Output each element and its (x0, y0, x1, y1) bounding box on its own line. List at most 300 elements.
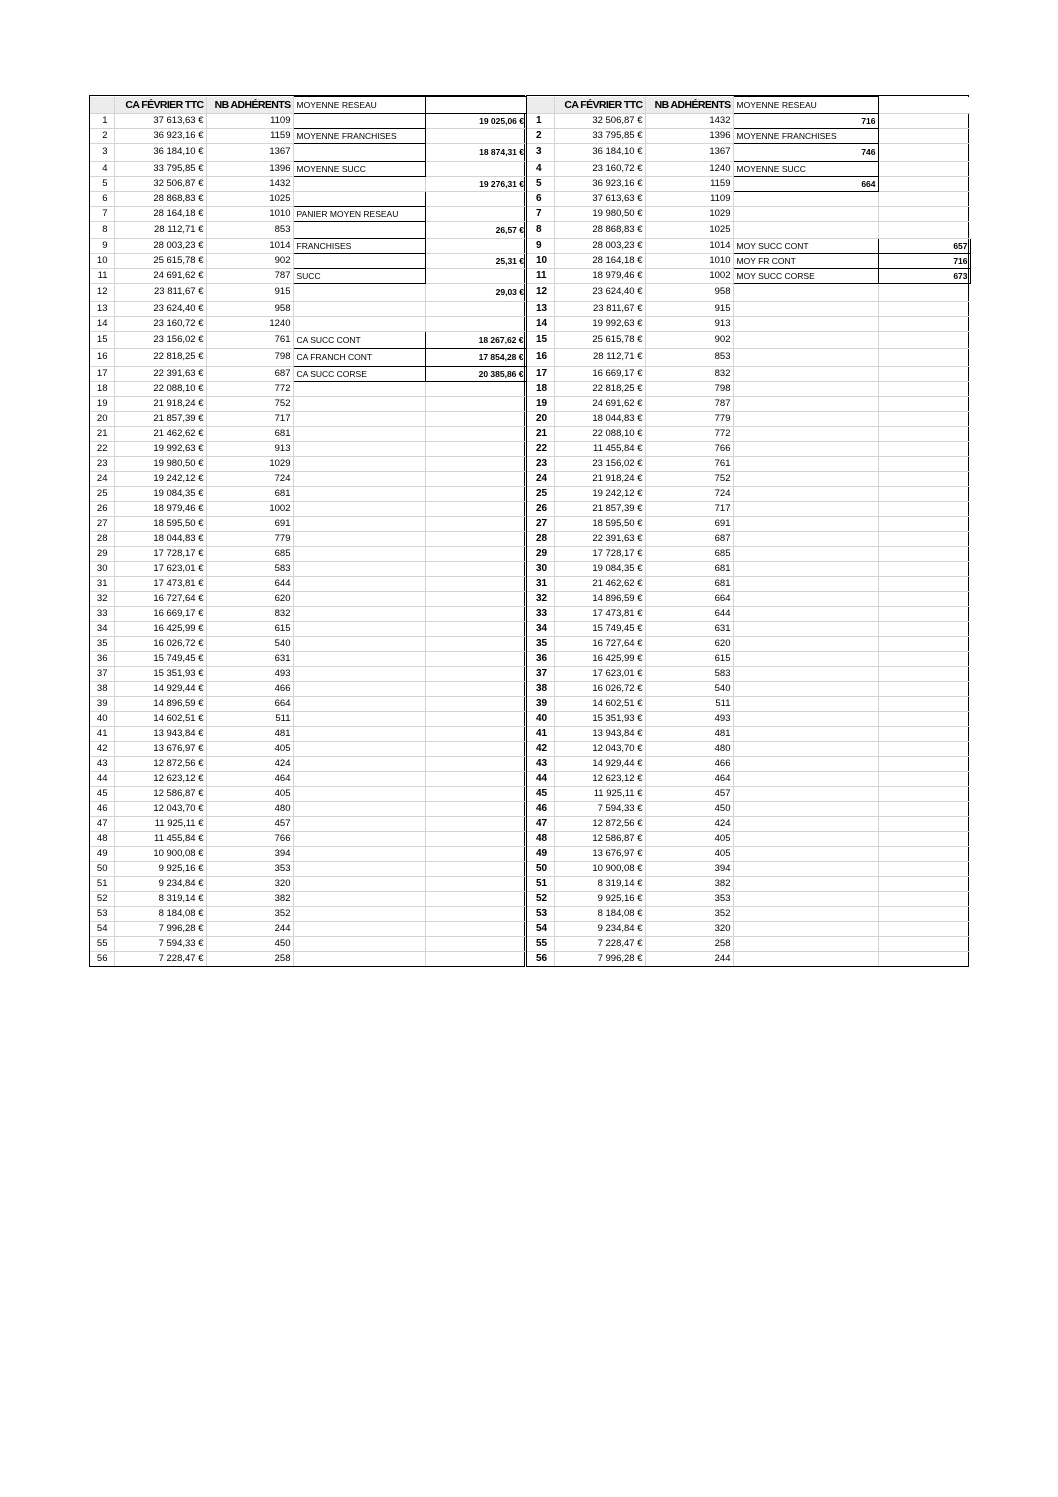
value-cell[interactable] (878, 396, 970, 411)
ca-fevrier-cell[interactable]: 23 811,67 € (554, 301, 645, 316)
row-number[interactable]: 21 (90, 426, 114, 441)
row-number[interactable]: 40 (527, 711, 554, 726)
value-cell[interactable] (425, 921, 526, 936)
ca-fevrier-cell[interactable]: 36 184,10 € (114, 144, 206, 162)
ca-fevrier-cell[interactable]: 33 795,85 € (554, 129, 645, 144)
value-cell[interactable] (878, 741, 970, 756)
label-cell[interactable] (293, 711, 425, 726)
ca-fevrier-cell[interactable]: 12 043,70 € (554, 741, 645, 756)
ca-fevrier-cell[interactable]: 23 160,72 € (554, 161, 645, 176)
value-cell[interactable] (425, 801, 526, 816)
nb-adherents-cell[interactable]: 1432 (645, 114, 733, 129)
value-cell[interactable] (425, 426, 526, 441)
row-number[interactable]: 3 (527, 144, 554, 162)
value-cell[interactable] (425, 756, 526, 771)
ca-fevrier-cell[interactable]: 22 088,10 € (554, 426, 645, 441)
row-number[interactable]: 18 (527, 381, 554, 396)
label-cell[interactable] (733, 936, 878, 951)
label-cell[interactable] (733, 576, 878, 591)
ca-fevrier-cell[interactable]: 8 319,14 € (554, 876, 645, 891)
label-cell[interactable] (733, 591, 878, 606)
value-cell[interactable]: 673 (878, 269, 970, 284)
value-cell[interactable] (878, 301, 970, 316)
ca-fevrier-cell[interactable]: 28 112,71 € (114, 221, 206, 239)
label-cell[interactable] (733, 876, 878, 891)
ca-fevrier-cell[interactable]: 18 979,46 € (554, 269, 645, 284)
ca-fevrier-cell[interactable]: 16 026,72 € (554, 681, 645, 696)
label-cell[interactable] (733, 801, 878, 816)
ca-fevrier-cell[interactable]: 23 624,40 € (114, 301, 206, 316)
row-number[interactable]: 51 (527, 876, 554, 891)
label-cell[interactable] (293, 284, 425, 302)
nb-adherents-cell[interactable]: 685 (206, 546, 293, 561)
nb-adherents-cell[interactable]: 464 (206, 771, 293, 786)
label-cell[interactable] (733, 846, 878, 861)
value-cell[interactable] (878, 456, 970, 471)
ca-fevrier-cell[interactable]: 14 929,44 € (114, 681, 206, 696)
ca-fevrier-cell[interactable]: 12 586,87 € (554, 831, 645, 846)
ca-fevrier-cell[interactable]: 19 084,35 € (554, 561, 645, 576)
label-cell[interactable]: SUCC (293, 269, 425, 284)
label-cell[interactable]: CA SUCC CONT (293, 331, 425, 349)
label-cell[interactable] (293, 381, 425, 396)
nb-adherents-cell[interactable]: 457 (645, 786, 733, 801)
value-cell[interactable] (878, 606, 970, 621)
label-cell[interactable] (733, 681, 878, 696)
ca-fevrier-cell[interactable]: 21 918,24 € (114, 396, 206, 411)
row-number[interactable]: 17 (527, 366, 554, 381)
label-cell[interactable] (733, 221, 878, 239)
value-cell[interactable] (425, 696, 526, 711)
nb-adherents-cell[interactable]: 620 (645, 636, 733, 651)
value-cell[interactable] (425, 636, 526, 651)
nb-adherents-cell[interactable]: 664 (645, 591, 733, 606)
row-number[interactable]: 48 (90, 831, 114, 846)
value-cell[interactable] (425, 906, 526, 921)
ca-fevrier-cell[interactable]: 28 112,71 € (554, 349, 645, 367)
ca-fevrier-cell[interactable]: 11 455,84 € (554, 441, 645, 456)
label-cell[interactable] (733, 711, 878, 726)
row-number[interactable]: 31 (90, 576, 114, 591)
nb-adherents-cell[interactable]: 424 (206, 756, 293, 771)
ca-fevrier-cell[interactable]: 17 728,17 € (114, 546, 206, 561)
nb-adherents-cell[interactable]: 687 (645, 531, 733, 546)
row-number[interactable]: 11 (527, 269, 554, 284)
label-cell[interactable] (733, 381, 878, 396)
nb-adherents-cell[interactable]: 466 (645, 756, 733, 771)
nb-adherents-cell[interactable]: 832 (645, 366, 733, 381)
row-number[interactable]: 54 (527, 921, 554, 936)
value-cell[interactable] (878, 666, 970, 681)
label-cell[interactable] (293, 621, 425, 636)
nb-adherents-cell[interactable]: 615 (645, 651, 733, 666)
row-number[interactable]: 36 (527, 651, 554, 666)
row-number[interactable]: 16 (527, 349, 554, 367)
row-number[interactable]: 25 (527, 486, 554, 501)
value-cell[interactable] (878, 206, 970, 221)
nb-adherents-cell[interactable]: 681 (645, 561, 733, 576)
ca-fevrier-cell[interactable]: 22 818,25 € (114, 349, 206, 367)
nb-adherents-cell[interactable]: 681 (206, 486, 293, 501)
value-cell[interactable] (425, 531, 526, 546)
column-header[interactable]: NB ADHÉRENTS (645, 97, 733, 114)
ca-fevrier-cell[interactable]: 12 043,70 € (114, 801, 206, 816)
row-number[interactable]: 9 (527, 239, 554, 254)
ca-fevrier-cell[interactable]: 21 857,39 € (114, 411, 206, 426)
ca-fevrier-cell[interactable]: 23 156,02 € (554, 456, 645, 471)
value-cell[interactable] (425, 191, 526, 206)
label-cell[interactable] (293, 411, 425, 426)
value-cell[interactable] (425, 816, 526, 831)
label-cell[interactable] (293, 921, 425, 936)
label-cell[interactable] (293, 546, 425, 561)
label-cell[interactable] (293, 516, 425, 531)
row-number[interactable]: 40 (90, 711, 114, 726)
label-cell[interactable] (733, 636, 878, 651)
ca-fevrier-cell[interactable]: 28 003,23 € (554, 239, 645, 254)
label-cell[interactable] (293, 816, 425, 831)
ca-fevrier-cell[interactable]: 21 857,39 € (554, 501, 645, 516)
ca-fevrier-cell[interactable]: 22 088,10 € (114, 381, 206, 396)
label-cell[interactable] (733, 906, 878, 921)
row-number[interactable]: 39 (90, 696, 114, 711)
label-cell[interactable] (293, 891, 425, 906)
nb-adherents-cell[interactable]: 631 (206, 651, 293, 666)
label-cell[interactable] (733, 696, 878, 711)
label-cell[interactable] (293, 486, 425, 501)
nb-adherents-cell[interactable]: 1014 (645, 239, 733, 254)
row-number[interactable]: 52 (527, 891, 554, 906)
ca-fevrier-cell[interactable]: 17 473,81 € (554, 606, 645, 621)
nb-adherents-cell[interactable]: 915 (206, 284, 293, 302)
value-cell[interactable] (878, 906, 970, 921)
ca-fevrier-cell[interactable]: 11 925,11 € (554, 786, 645, 801)
label-cell[interactable] (733, 471, 878, 486)
nb-adherents-cell[interactable]: 511 (206, 711, 293, 726)
ca-fevrier-cell[interactable]: 12 872,56 € (114, 756, 206, 771)
label-cell[interactable]: MOY SUCC CONT (733, 239, 878, 254)
row-number[interactable]: 2 (90, 129, 114, 144)
label-cell[interactable] (733, 456, 878, 471)
column-header[interactable] (425, 97, 526, 114)
row-number[interactable]: 20 (527, 411, 554, 426)
nb-adherents-cell[interactable]: 540 (206, 636, 293, 651)
label-cell[interactable] (293, 591, 425, 606)
nb-adherents-cell[interactable]: 853 (645, 349, 733, 367)
value-cell[interactable] (878, 531, 970, 546)
value-cell[interactable] (878, 861, 970, 876)
value-cell[interactable] (878, 516, 970, 531)
value-cell[interactable] (425, 441, 526, 456)
ca-fevrier-cell[interactable]: 16 425,99 € (554, 651, 645, 666)
nb-adherents-cell[interactable]: 958 (206, 301, 293, 316)
nb-adherents-cell[interactable]: 681 (645, 576, 733, 591)
value-cell[interactable] (425, 396, 526, 411)
value-cell[interactable] (425, 861, 526, 876)
label-cell[interactable]: MOY SUCC CORSE (733, 269, 878, 284)
label-cell[interactable] (733, 411, 878, 426)
ca-fevrier-cell[interactable]: 13 676,97 € (554, 846, 645, 861)
value-cell[interactable] (878, 561, 970, 576)
ca-fevrier-cell[interactable]: 28 868,83 € (554, 221, 645, 239)
value-cell[interactable] (425, 486, 526, 501)
value-cell[interactable] (878, 441, 970, 456)
nb-adherents-cell[interactable]: 717 (645, 501, 733, 516)
row-number[interactable]: 23 (90, 456, 114, 471)
value-cell[interactable] (878, 651, 970, 666)
ca-fevrier-cell[interactable]: 14 929,44 € (554, 756, 645, 771)
row-number[interactable]: 49 (90, 846, 114, 861)
nb-adherents-cell[interactable]: 405 (206, 741, 293, 756)
value-cell[interactable] (878, 471, 970, 486)
value-cell[interactable]: 19 276,31 € (425, 176, 526, 191)
ca-fevrier-cell[interactable]: 13 943,84 € (554, 726, 645, 741)
label-cell[interactable] (293, 471, 425, 486)
label-cell[interactable] (293, 801, 425, 816)
row-number[interactable]: 14 (527, 316, 554, 331)
row-number[interactable]: 41 (90, 726, 114, 741)
value-cell[interactable]: 29,03 € (425, 284, 526, 302)
label-cell[interactable] (293, 456, 425, 471)
row-number[interactable]: 45 (90, 786, 114, 801)
label-cell[interactable] (733, 441, 878, 456)
row-number[interactable]: 26 (90, 501, 114, 516)
nb-adherents-cell[interactable]: 644 (206, 576, 293, 591)
nb-adherents-cell[interactable]: 687 (206, 366, 293, 381)
label-cell[interactable]: MOYENNE SUCC (293, 161, 425, 176)
nb-adherents-cell[interactable]: 615 (206, 621, 293, 636)
row-number[interactable]: 47 (527, 816, 554, 831)
nb-adherents-cell[interactable]: 1396 (206, 161, 293, 176)
nb-adherents-cell[interactable]: 1109 (645, 191, 733, 206)
ca-fevrier-cell[interactable]: 7 594,33 € (554, 801, 645, 816)
ca-fevrier-cell[interactable]: 23 156,02 € (114, 331, 206, 349)
nb-adherents-cell[interactable]: 752 (206, 396, 293, 411)
nb-adherents-cell[interactable]: 766 (206, 831, 293, 846)
ca-fevrier-cell[interactable]: 16 727,64 € (114, 591, 206, 606)
nb-adherents-cell[interactable]: 405 (645, 831, 733, 846)
row-number[interactable]: 41 (527, 726, 554, 741)
nb-adherents-cell[interactable]: 583 (645, 666, 733, 681)
ca-fevrier-cell[interactable]: 32 506,87 € (554, 114, 645, 129)
row-number[interactable]: 4 (527, 161, 554, 176)
value-cell[interactable] (425, 606, 526, 621)
value-cell[interactable] (878, 486, 970, 501)
nb-adherents-cell[interactable]: 787 (645, 396, 733, 411)
row-number[interactable]: 51 (90, 876, 114, 891)
row-number[interactable]: 6 (527, 191, 554, 206)
value-cell[interactable]: 19 025,06 € (425, 114, 526, 129)
nb-adherents-cell[interactable]: 1367 (645, 144, 733, 162)
value-cell[interactable] (878, 349, 970, 367)
column-header[interactable] (90, 97, 114, 114)
nb-adherents-cell[interactable]: 681 (206, 426, 293, 441)
value-cell[interactable] (425, 651, 526, 666)
nb-adherents-cell[interactable]: 320 (645, 921, 733, 936)
label-cell[interactable] (733, 486, 878, 501)
label-cell[interactable] (293, 441, 425, 456)
row-number[interactable]: 19 (90, 396, 114, 411)
label-cell[interactable] (293, 531, 425, 546)
nb-adherents-cell[interactable]: 853 (206, 221, 293, 239)
ca-fevrier-cell[interactable]: 36 923,16 € (554, 176, 645, 191)
value-cell[interactable] (425, 681, 526, 696)
nb-adherents-cell[interactable]: 787 (206, 269, 293, 284)
ca-fevrier-cell[interactable]: 14 602,51 € (114, 711, 206, 726)
label-cell[interactable] (733, 301, 878, 316)
nb-adherents-cell[interactable]: 1029 (645, 206, 733, 221)
value-cell[interactable] (878, 114, 970, 129)
ca-fevrier-cell[interactable]: 11 455,84 € (114, 831, 206, 846)
ca-fevrier-cell[interactable]: 11 925,11 € (114, 816, 206, 831)
label-cell[interactable] (293, 936, 425, 951)
row-number[interactable]: 39 (527, 696, 554, 711)
value-cell[interactable] (878, 711, 970, 726)
value-cell[interactable] (878, 144, 970, 162)
ca-fevrier-cell[interactable]: 14 896,59 € (554, 591, 645, 606)
value-cell[interactable] (878, 816, 970, 831)
row-number[interactable]: 3 (90, 144, 114, 162)
nb-adherents-cell[interactable]: 724 (206, 471, 293, 486)
row-number[interactable]: 35 (527, 636, 554, 651)
label-cell[interactable] (733, 316, 878, 331)
row-number[interactable]: 55 (90, 936, 114, 951)
row-number[interactable]: 46 (90, 801, 114, 816)
label-cell[interactable] (293, 846, 425, 861)
row-number[interactable]: 36 (90, 651, 114, 666)
value-cell[interactable] (425, 411, 526, 426)
column-header[interactable]: MOYENNE RESEAU (293, 97, 425, 114)
label-cell[interactable] (293, 176, 425, 191)
label-cell[interactable] (733, 516, 878, 531)
nb-adherents-cell[interactable]: 466 (206, 681, 293, 696)
label-cell[interactable] (733, 756, 878, 771)
nb-adherents-cell[interactable]: 258 (206, 951, 293, 966)
label-cell[interactable] (733, 501, 878, 516)
value-cell[interactable] (425, 846, 526, 861)
label-cell[interactable] (293, 221, 425, 239)
value-cell[interactable] (425, 129, 526, 144)
row-number[interactable]: 31 (527, 576, 554, 591)
row-number[interactable]: 34 (90, 621, 114, 636)
ca-fevrier-cell[interactable]: 28 164,18 € (554, 254, 645, 269)
label-cell[interactable] (293, 144, 425, 162)
ca-fevrier-cell[interactable]: 12 623,12 € (554, 771, 645, 786)
label-cell[interactable] (293, 561, 425, 576)
value-cell[interactable] (878, 891, 970, 906)
value-cell[interactable]: 657 (878, 239, 970, 254)
ca-fevrier-cell[interactable]: 36 184,10 € (554, 144, 645, 162)
nb-adherents-cell[interactable]: 244 (645, 951, 733, 966)
column-header[interactable]: NB ADHÉRENTS (206, 97, 293, 114)
row-number[interactable]: 28 (527, 531, 554, 546)
label-cell[interactable] (293, 756, 425, 771)
nb-adherents-cell[interactable]: 464 (645, 771, 733, 786)
nb-adherents-cell[interactable]: 1010 (645, 254, 733, 269)
nb-adherents-cell[interactable]: 583 (206, 561, 293, 576)
value-cell[interactable] (878, 331, 970, 349)
row-number[interactable]: 25 (90, 486, 114, 501)
row-number[interactable]: 9 (90, 239, 114, 254)
row-number[interactable]: 5 (527, 176, 554, 191)
nb-adherents-cell[interactable]: 958 (645, 284, 733, 302)
value-cell[interactable] (878, 696, 970, 711)
nb-adherents-cell[interactable]: 382 (206, 891, 293, 906)
row-number[interactable]: 12 (527, 284, 554, 302)
ca-fevrier-cell[interactable]: 13 676,97 € (114, 741, 206, 756)
row-number[interactable]: 8 (527, 221, 554, 239)
row-number[interactable]: 12 (90, 284, 114, 302)
ca-fevrier-cell[interactable]: 15 351,93 € (554, 711, 645, 726)
ca-fevrier-cell[interactable]: 9 925,16 € (114, 861, 206, 876)
value-cell[interactable] (878, 591, 970, 606)
label-cell[interactable] (293, 666, 425, 681)
value-cell[interactable] (425, 471, 526, 486)
nb-adherents-cell[interactable]: 457 (206, 816, 293, 831)
label-cell[interactable] (293, 741, 425, 756)
ca-fevrier-cell[interactable]: 7 996,28 € (114, 921, 206, 936)
ca-fevrier-cell[interactable]: 18 044,83 € (554, 411, 645, 426)
nb-adherents-cell[interactable]: 450 (206, 936, 293, 951)
label-cell[interactable] (733, 331, 878, 349)
value-cell[interactable] (878, 381, 970, 396)
nb-adherents-cell[interactable]: 394 (645, 861, 733, 876)
label-cell[interactable] (293, 906, 425, 921)
row-number[interactable]: 5 (90, 176, 114, 191)
row-number[interactable]: 23 (527, 456, 554, 471)
ca-fevrier-cell[interactable]: 14 896,59 € (114, 696, 206, 711)
label-cell[interactable] (293, 316, 425, 331)
label-cell[interactable] (733, 206, 878, 221)
nb-adherents-cell[interactable]: 685 (645, 546, 733, 561)
ca-fevrier-cell[interactable]: 17 623,01 € (554, 666, 645, 681)
nb-adherents-cell[interactable]: 717 (206, 411, 293, 426)
ca-fevrier-cell[interactable]: 17 623,01 € (114, 561, 206, 576)
row-number[interactable]: 30 (90, 561, 114, 576)
row-number[interactable]: 1 (527, 114, 554, 129)
row-number[interactable]: 48 (527, 831, 554, 846)
row-number[interactable]: 7 (527, 206, 554, 221)
value-cell[interactable] (878, 831, 970, 846)
value-cell[interactable]: 26,57 € (425, 221, 526, 239)
row-number[interactable]: 33 (90, 606, 114, 621)
ca-fevrier-cell[interactable]: 16 669,17 € (114, 606, 206, 621)
label-cell[interactable] (733, 396, 878, 411)
nb-adherents-cell[interactable]: 1367 (206, 144, 293, 162)
label-cell[interactable] (733, 606, 878, 621)
row-number[interactable]: 10 (90, 254, 114, 269)
row-number[interactable]: 35 (90, 636, 114, 651)
ca-fevrier-cell[interactable]: 28 868,83 € (114, 191, 206, 206)
column-header[interactable] (878, 97, 970, 114)
row-number[interactable]: 11 (90, 269, 114, 284)
label-cell[interactable] (733, 284, 878, 302)
row-number[interactable]: 13 (90, 301, 114, 316)
value-cell[interactable] (878, 221, 970, 239)
row-number[interactable]: 52 (90, 891, 114, 906)
value-cell[interactable] (425, 741, 526, 756)
label-cell[interactable] (293, 426, 425, 441)
ca-fevrier-cell[interactable]: 25 615,78 € (114, 254, 206, 269)
label-cell[interactable] (733, 561, 878, 576)
nb-adherents-cell[interactable]: 644 (645, 606, 733, 621)
row-number[interactable]: 43 (90, 756, 114, 771)
label-cell[interactable] (733, 191, 878, 206)
value-cell[interactable] (878, 786, 970, 801)
row-number[interactable]: 42 (90, 741, 114, 756)
ca-fevrier-cell[interactable]: 21 462,62 € (114, 426, 206, 441)
ca-fevrier-cell[interactable]: 18 044,83 € (114, 531, 206, 546)
